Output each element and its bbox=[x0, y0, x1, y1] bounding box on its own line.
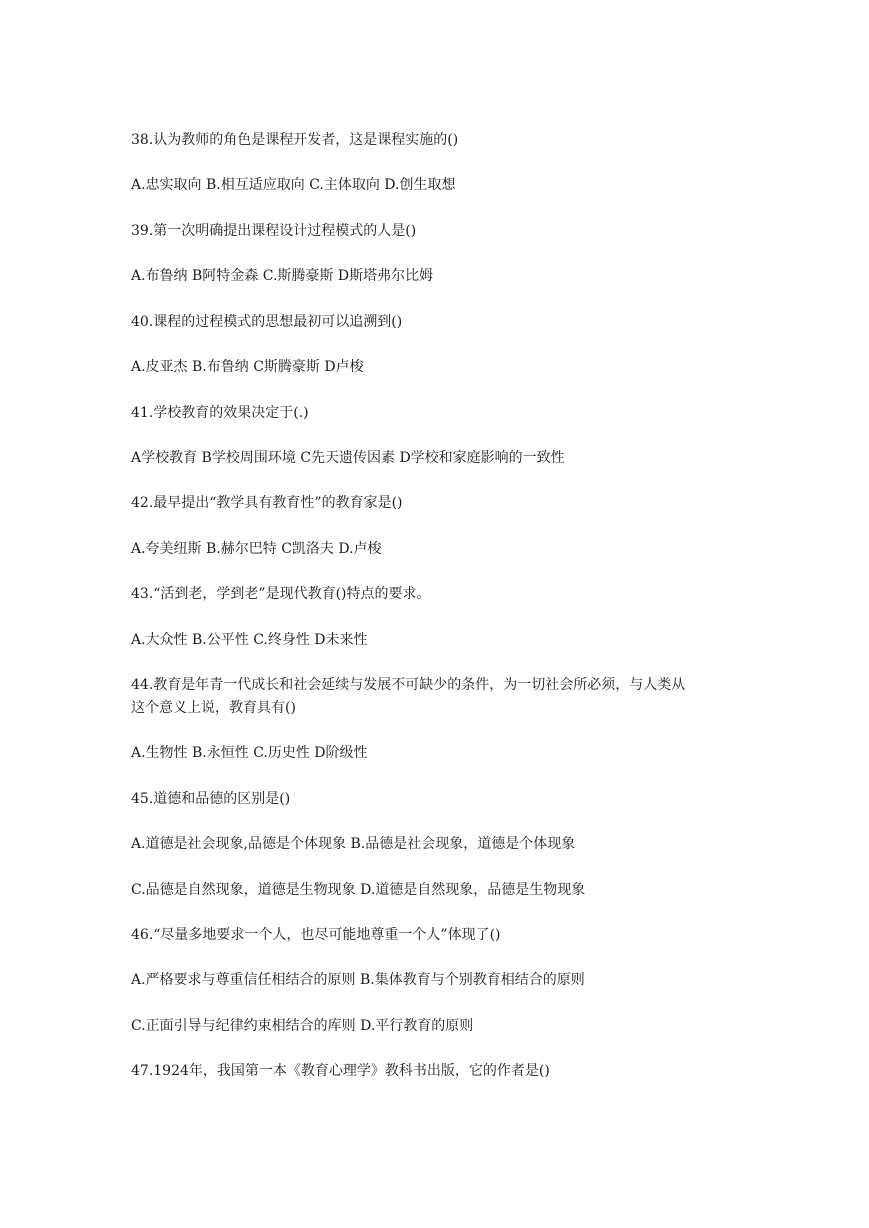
options-43: A.大众性 B.公平性 C.终身性 D未来性 bbox=[131, 632, 368, 648]
options-42: A.夸美纽斯 B.赫尔巴特 C凯洛夫 D.卢梭 bbox=[131, 541, 382, 557]
question-39: 39.第一次明确提出课程设计过程模式的人是() bbox=[131, 223, 417, 239]
question-42: 42.最早提出“教学具有教育性”的教育家是() bbox=[131, 495, 403, 511]
question-45: 45.道德和品德的区别是() bbox=[131, 791, 291, 807]
question-43: 43.“活到老，学到老”是现代教育()特点的要求。 bbox=[131, 586, 431, 602]
options-41: A学校教育 B学校周围环境 C先天遗传因素 D学校和家庭影响的一致性 bbox=[131, 450, 565, 466]
options-39: A.布鲁纳 B阿特金森 C.斯腾豪斯 D斯塔弗尔比姆 bbox=[131, 268, 434, 284]
question-47: 47.1924年，我国第一本《教育心理学》教科书出版，它的作者是() bbox=[131, 1063, 550, 1079]
options-45-line-2: C.品德是自然现象，道德是生物现象 D.道德是自然现象，品德是生物现象 bbox=[131, 882, 586, 898]
options-46-line-1: A.严格要求与尊重信任相结合的原则 B.集体教育与个别教育相结合的原则 bbox=[131, 972, 585, 988]
options-45-line-1: A.道德是社会现象,品德是个体现象 B.品德是社会现象，道德是个体现象 bbox=[131, 836, 576, 852]
question-44-line-1: 44.教育是年青一代成长和社会延续与发展不可缺少的条件，为一切社会所必须，与人类从 bbox=[131, 677, 686, 693]
options-46-line-2: C.正面引导与纪律约束相结合的库则 D.平行教育的原则 bbox=[131, 1018, 474, 1034]
options-40: A.皮亚杰 B.布鲁纳 C斯腾豪斯 D卢梭 bbox=[131, 359, 364, 375]
options-44: A.生物性 B.永恒性 C.历史性 D阶级性 bbox=[131, 745, 368, 761]
question-40: 40.课程的过程模式的思想最初可以追溯到() bbox=[131, 314, 403, 330]
question-44-line-2: 这个意义上说，教育具有() bbox=[131, 700, 296, 716]
question-46: 46.“尽量多地要求一个人，也尽可能地尊重一个人”体现了() bbox=[131, 927, 501, 943]
question-41: 41.学校教育的效果决定于(.) bbox=[131, 405, 309, 421]
question-38: 38.认为教师的角色是课程开发者，这是课程实施的() bbox=[131, 132, 459, 148]
options-38: A.忠实取向 B.相互适应取向 C.主体取向 D.创生取想 bbox=[131, 177, 456, 193]
